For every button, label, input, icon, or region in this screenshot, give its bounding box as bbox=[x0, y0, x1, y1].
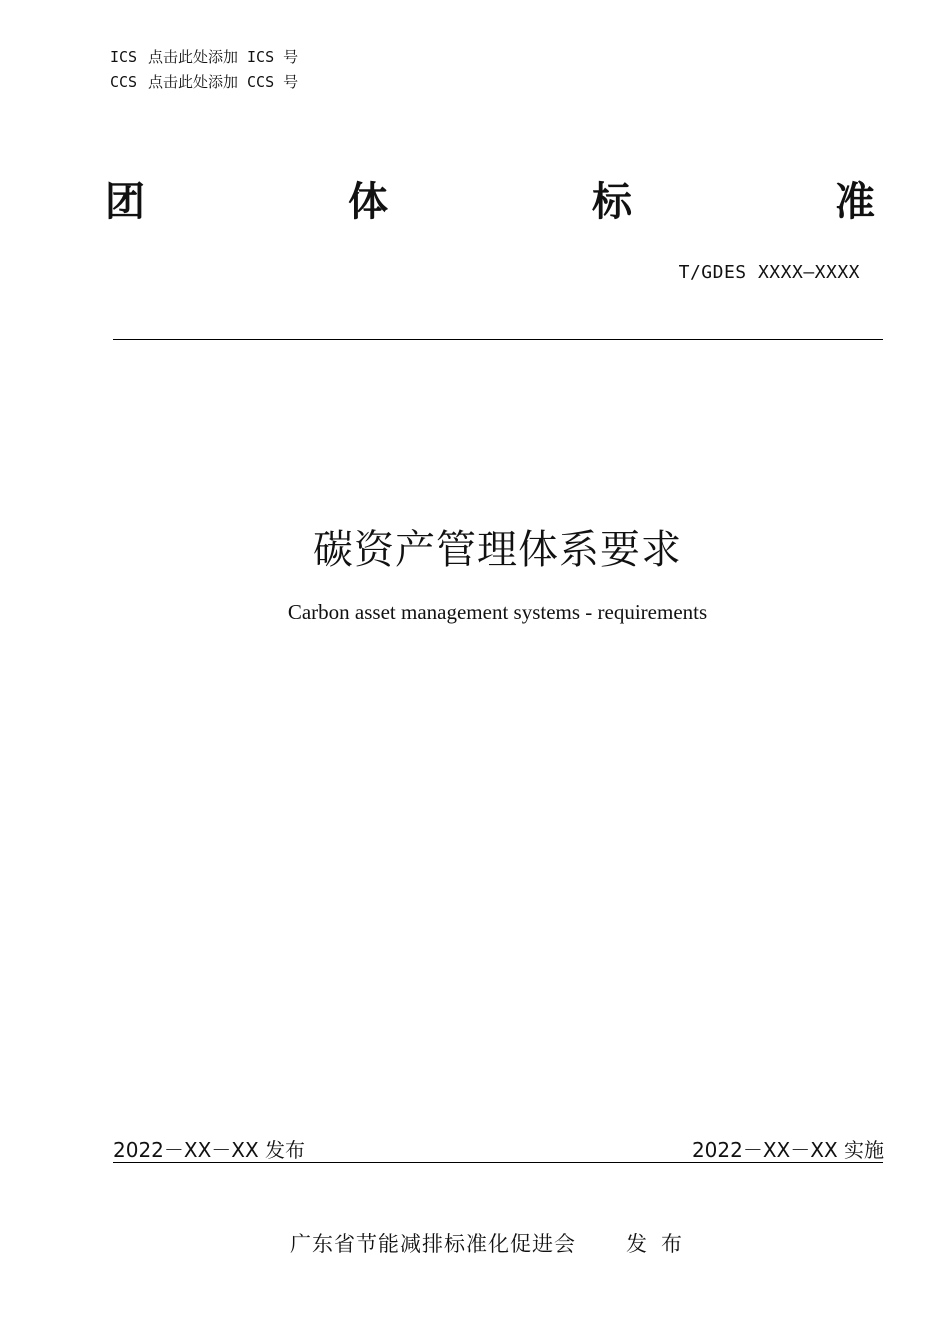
doc-type-char-3: 标 bbox=[592, 179, 632, 225]
doc-type-char-4: 准 bbox=[835, 179, 875, 225]
standard-number: T/GDES XXXX—XXXX bbox=[678, 262, 860, 283]
publisher-name: 广东省节能减排标准化促进会 bbox=[290, 1232, 576, 1256]
ccs-line bbox=[110, 71, 298, 92]
ics-label: ICS bbox=[110, 48, 138, 66]
publish-date: 2022－XX－XX 发布 bbox=[113, 1138, 306, 1162]
ics-line bbox=[110, 46, 298, 67]
top-divider bbox=[113, 339, 883, 340]
effective-date: 2022－XX－XX 实施 bbox=[691, 1138, 884, 1162]
bottom-divider bbox=[113, 1162, 883, 1163]
title-chinese: 碳资产管理体系要求 bbox=[313, 527, 682, 573]
ccs-placeholder[interactable]: 点击此处添加 CCS 号 bbox=[148, 73, 299, 91]
publish-label: 发布 bbox=[626, 1232, 696, 1256]
title-english: Carbon asset management systems - requirements bbox=[287, 600, 708, 624]
ics-placeholder[interactable]: 点击此处添加 ICS 号 bbox=[148, 48, 299, 66]
ccs-label: CCS bbox=[110, 73, 138, 91]
doc-type-char-2: 体 bbox=[348, 179, 388, 225]
doc-type-char-1: 团 bbox=[105, 179, 145, 225]
